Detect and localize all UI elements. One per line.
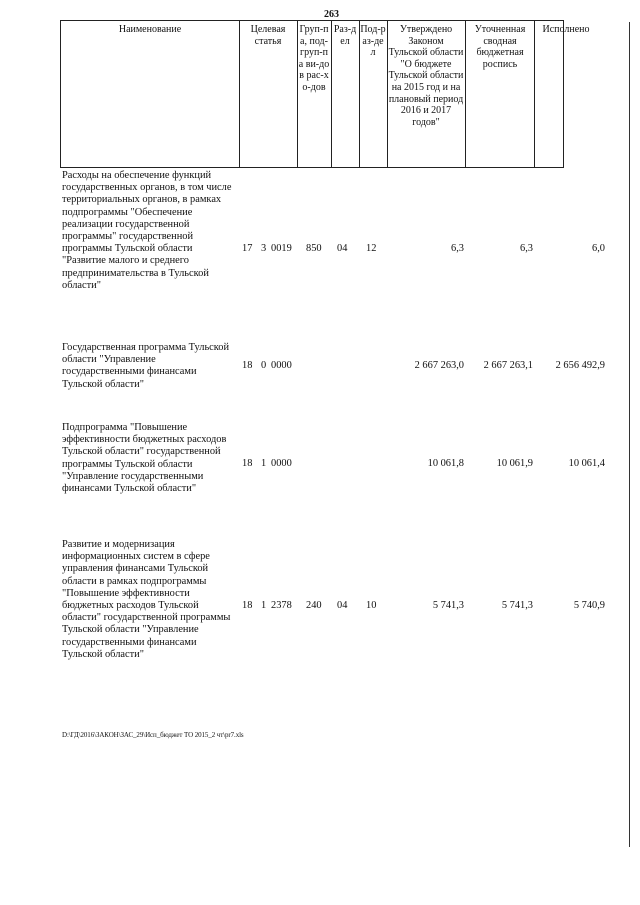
code-program: 18 — [242, 458, 253, 469]
refined-value: 10 061,9 — [496, 458, 533, 469]
header-name: Наименование — [118, 24, 182, 35]
code-subprogram: 1 — [261, 600, 267, 611]
refined-value: 2 667 263,1 — [483, 360, 533, 371]
code-subprogram: 1 — [261, 458, 267, 469]
subsection-code: 12 — [366, 243, 377, 254]
table-row-name: Государственная программа Тульской области "Управление государственными финансами Тульской области" — [62, 342, 230, 390]
subsection-code: 10 — [366, 600, 377, 611]
header-target-article: Целевая статья — [250, 24, 286, 47]
executed-value: 5 740,9 — [573, 600, 605, 611]
refined-value: 5 741,3 — [501, 600, 533, 611]
approved-value: 6,3 — [451, 243, 464, 254]
approved-value: 2 667 263,0 — [414, 360, 464, 371]
header-subsection: Под-раз-дел — [360, 24, 386, 59]
table-top-border — [60, 20, 563, 21]
approved-value: 5 741,3 — [432, 600, 464, 611]
code-direction: 0000 — [271, 360, 292, 371]
code-subprogram: 0 — [261, 360, 267, 371]
file-path-footer: D:\ГД\2016\ЗАКОН\ЗАС_29\Исп_бюджет ТО 2015_2 чт\pr7.xls — [62, 731, 244, 739]
code-program: 18 — [242, 360, 253, 371]
column-border — [563, 20, 564, 168]
section-code: 04 — [337, 600, 348, 611]
column-border — [60, 20, 61, 168]
header-refined: Уточненная сводная бюджетная роспись — [474, 24, 526, 70]
approved-value: 10 061,8 — [427, 458, 464, 469]
header-approved: Утверждено Законом Тульской области "О бюджете Тульской области на 2015 год и на плановый период 2016 и 2017 годов" — [388, 24, 464, 128]
page-edge-line — [629, 22, 630, 847]
header-bottom-border — [60, 167, 564, 168]
page-number: 263 — [324, 9, 339, 20]
code-direction: 0000 — [271, 458, 292, 469]
header-executed: Исполнено — [542, 24, 590, 35]
refined-value: 6,3 — [520, 243, 533, 254]
code-direction: 2378 — [271, 600, 292, 611]
executed-value: 2 656 492,9 — [555, 360, 605, 371]
table-row-name: Подпрограмма "Повышение эффективности бюджетных расходов Тульской области" государственной программы Тульской области "Управление государственными финансами Тульской области" — [62, 422, 227, 495]
executed-value: 10 061,4 — [568, 458, 605, 469]
column-border — [534, 20, 535, 168]
table-row-name: Развитие и модернизация информационных систем в сфере управления финансами Тульской области в рамках подпрограммы "Повышение эффективности бюджетных расходов Тульской области" государственной программы Тульской области "Управление государственными финансами Тульской области" — [62, 539, 231, 660]
header-section: Раз-дел — [333, 24, 357, 47]
group-code: 850 — [306, 243, 322, 254]
executed-value: 6,0 — [592, 243, 605, 254]
code-program: 17 — [242, 243, 253, 254]
header-group: Груп-па, под-груп-па ви-дов рас-хо-дов — [298, 24, 330, 93]
table-row-name: Расходы на обеспечение функций государственных органов, в том числе территориальных органов, в рамках подпрограммы "Обеспечение реализации государственной программы" государственной программы Тульской области "Развитие малого и среднего предпринимательства в Тульской области" — [62, 170, 232, 291]
code-program: 18 — [242, 600, 253, 611]
section-code: 04 — [337, 243, 348, 254]
group-code: 240 — [306, 600, 322, 611]
code-subprogram: 3 — [261, 243, 267, 254]
code-direction: 0019 — [271, 243, 292, 254]
